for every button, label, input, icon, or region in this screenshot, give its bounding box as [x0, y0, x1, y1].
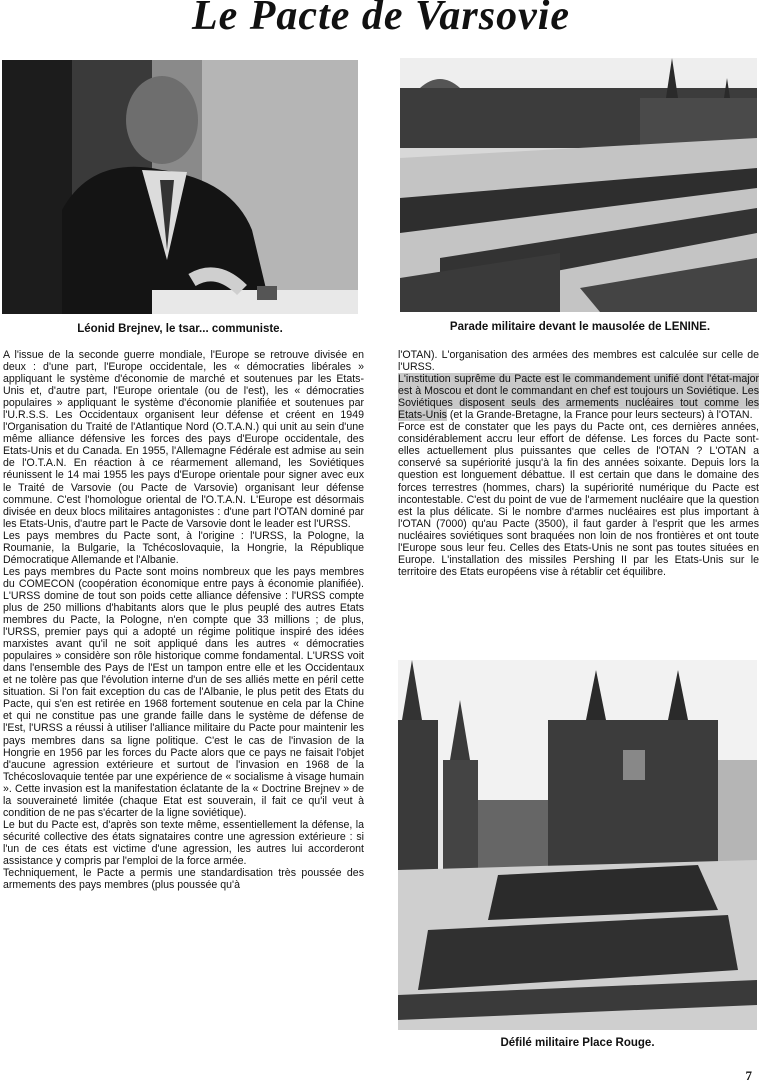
caption-brejnev: Léonid Brejnev, le tsar... communiste. — [77, 323, 283, 335]
page-title: Le Pacte de Varsovie — [191, 0, 571, 39]
paragraph-members: Les pays membres du Pacte sont, à l'origine : l'URSS, la Pologne, la Roumanie, la Bulgarie, la Tchécoslovaquie, la Hongrie, la République Démocratique Allemande et l'Albanie. — [3, 529, 364, 566]
photo-red-square-parade — [398, 660, 757, 1030]
caption-defile: Défilé militaire Place Rouge. — [500, 1037, 655, 1049]
paragraph-command-tail: (et la Grande-Bretagne, la France pour leurs secteurs) à l'OTAN. — [446, 409, 753, 422]
caption-parade: Parade militaire devant le mausolée de LENINE. — [449, 321, 711, 333]
paragraph-forces: Force est de constater que les pays du Pacte ont, ces dernières années, considérablement accru leur effort de défense. Les forces du Pacte sont-elles actuellement plus puissantes que celles de l'OTAN ? L'OTAN a conservé sa supériorité jusqu'à la fin des années soixante. Depuis lors la question est longuement débattue. Il est certain que dans le domaine des forces terrestres (hommes, chars) la supériorité numérique du Pacte est incontestable. C'est du point de vue de l'armement nucléaire que la question est la plus délicate. Si le nombre d'armes nucléaires est plus important à l'OTAN (7000) qu'au Pacte (3500), il faut garder à l'esprit que les armes nucléaires soviétiques sont braquées non loin de nos frontières et ont toute l'Europe sous leur feu. Celles des Etats-Unis ne sont pas toutes situées en Europe. L'installation des missiles Pershing II par les Etats-Unis sur le territoire des Etats européens vise à rétablir cet équilibre. — [398, 421, 759, 578]
paragraph-command — [398, 373, 759, 421]
photo-parade-mausoleum — [400, 58, 757, 312]
photo-brejnev — [2, 60, 358, 314]
paragraph-purpose: Le but du Pacte est, d'après son texte même, essentiellement la défense, la sécurité collective des états signataires contre une agression extérieure : si l'un de ces états est victime d'une agression, les autres lui accorderont assistance y compris par l'emploi de la force armée. — [3, 818, 364, 867]
page-number: 7 — [745, 1068, 752, 1083]
left-text-column — [3, 349, 364, 1054]
paragraph-comecon: Les pays membres du Pacte sont moins nombreux que les pays membres du COMECON (coopération économique entre pays à économie planifiée). L'URSS domine de tout son poids cette alliance défensive : l'URSS compte plus de 250 millions d'habitants alors que le plus peuplé des autres Etats membres du Pacte, la Pologne, n'en compte que 33 millions ; de plus, l'URSS, premier pays qui a adopté un régime politique inspiré des idées marxistes avant qu'il ne soit appliqué dans les autres « démocraties populaires » considère son rôle historique comme fondamental. L'URSS voit dans l'ensemble des Pays de l'Est un tampon entre elle et les Occidentaux et ne tolère pas que l'évolution interne d'un de ses alliés mette en péril cette situation. Si l'on fait exception du cas de l'Albanie, le plus petit des Etats du Pacte, qui s'en est retirée en 1968 fortement soutenue en cela par la Chine et qui ne constitue pas une grande faille dans le système de défense de l'Est, l'URSS a réussi à utiliser l'alliance militaire du Pacte pour maintenir les pays membres dans sa ligne politique. C'est le cas de l'invasion de la Hongrie en 1956 par les forces du Pacte alors que ce pays ne faisait l'objet d'aucune agression extérieure et surtout de l'invasion en 1968 de la Tchécoslovaquie tentée par une expérience de « socialisme à visage humain ». Cette invasion est la manifestation éclatante de la « Doctrine Brejnev » de la souveraineté limitée (chaque Etat est souverain, il fait ce qu'il veut à condition de ne pas s'écarter de la ligne soviétique). — [3, 565, 364, 819]
highlighted-text: L'institution suprême du Pacte est le commandement unifié dont l'état-major est à Moscou et dont le commandant en chef est toujours un Soviétique. Les Soviétiques disposent seuls des armements nucléaires tout comme les Etats-Unis — [398, 373, 759, 422]
paragraph-organisation: l'OTAN). L'organisation des armées des membres est calculée sur celle de l'URSS. — [398, 349, 759, 374]
right-text-column — [398, 349, 759, 657]
paragraph-technical: Techniquement, le Pacte a permis une standardisation très poussée des armements des pays membres (plus poussée qu'à — [3, 867, 364, 892]
paragraph-intro: A l'issue de la seconde guerre mondiale, l'Europe se retrouve divisée en deux : d'une part, l'Europe occidentale, les « démocraties libérales » appliquant le système d'économie de marché et soutenues par les Etats-Unis et, d'autre part, l'Europe orientale (ou de l'est), les « démocraties populaires » appliquant le système d'économie planifiée et soutenues par l'U.R.S.S. Les Occidentaux organisent leur défense et créent en 1949 l'Organisation du Traité de l'Atlantique Nord (O.T.A.N.) qui unit au sein d'une même alliance défensive les forces des pays d'Europe occidentale, des Etats-Unis et du Canada. En 1955, l'Allemagne Fédérale est admise au sein de l'O.T.A.N. En réaction à ce réarmement allemand, les Soviétiques réunissent le 14 mai 1955 les pays d'Europe orientale pour signer avec eux le Traité de Varsovie (ou Pacte de Varsovie) organisant leur défense commune. C'est l'homologue oriental de l'O.T.A.N. L'Europe est désormais divisée en deux blocs militaires antagonistes : d'une part l'OTAN dominé par les Etats-Unis, d'autre part le Pacte de Varsovie dont le leader est l'URSS. — [3, 349, 364, 530]
